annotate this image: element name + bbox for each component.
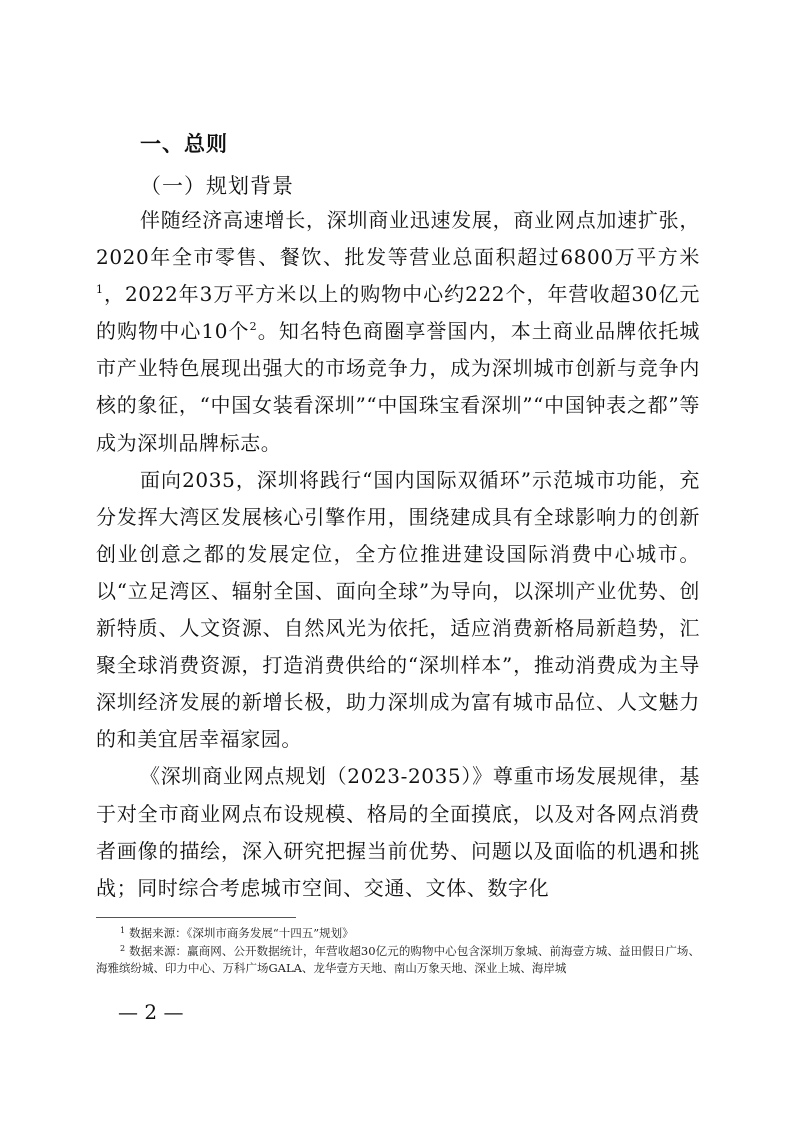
footnote-text: 数据来源：赢商网、公开数据统计，年营收超30亿元的购物中心包含深圳万象城、前海壹方城、益田假日广场、海雅缤纷城、印力中心、万科广场GALA、龙华壹方天地、南山万象天地、深业上城、海岸城 xyxy=(96,943,700,975)
footnote-number: 2 xyxy=(120,943,126,953)
section-heading: 一、总则 xyxy=(140,132,228,156)
footnotes xyxy=(96,925,700,978)
footnote-item xyxy=(96,943,700,978)
footnote-ref-1[interactable]: 1 xyxy=(96,283,104,297)
footnote-divider xyxy=(96,917,296,918)
page-number: — 2 — xyxy=(118,1000,184,1024)
footnote-item xyxy=(96,925,700,943)
subsection-heading: （一）规划背景 xyxy=(140,174,294,198)
footnote-number: 1 xyxy=(120,926,126,935)
body-text xyxy=(96,202,700,907)
paragraph-plan-overview: 《深圳商业网点规划（2023-2035）》尊重市场发展规律，基于对全市商业网点布设规模、格局的全面摸底，以及对各网点消费者画像的描绘，深入研究把握当前优势、问题以及面临的机遇和挑战；同时综合考虑城市空间、交通、文体、数字化 xyxy=(96,764,700,900)
footnote-ref-2[interactable]: 2 xyxy=(249,320,258,334)
footnote-text: 数据来源：《深圳市商务发展“十四五”规划》 xyxy=(129,926,354,940)
paragraph-background xyxy=(96,202,700,462)
paragraph-vision-2035: 面向2035，深圳将践行“国内国际双循环”示范城市功能，充分发挥大湾区发展核心引擎作用，围绕建成具有全球影响力的创新创业创意之都的发展定位，全方位推进建设国际消费中心城市。以“立足湾区、辐射全国、面向全球”为导向，以深圳产业优势、创新特质、人文资源、自然风光为依托，适应消费新格局新趋势，汇聚全球消费资源，打造消费供给的“深圳样本”，推动消费成为主导深圳经济发展的新增长极，助力深圳成为富有城市品位、人文魅力的和美宜居幸福家园。 xyxy=(96,467,700,752)
paragraph-text: 。知名特色商圈享誉国内，本土商业品牌依托城市产业特色展现出强大的市场竞争力，成为深圳城市创新与竞争内核的象征，“中国女装看深圳”“中国珠宝看深圳”“中国钟表之都”等成为深圳品牌标志。 xyxy=(96,319,700,455)
paragraph-text: ，2022年3万平方米以上的购物中心约222个，年营收超30亿元的购物中心10个 xyxy=(96,282,700,344)
paragraph-text: 伴随经济高速增长，深圳商业迅速发展，商业网点加速扩张，2020年全市零售、餐饮、批发等营业总面积超过6800万平方米 xyxy=(96,208,700,270)
